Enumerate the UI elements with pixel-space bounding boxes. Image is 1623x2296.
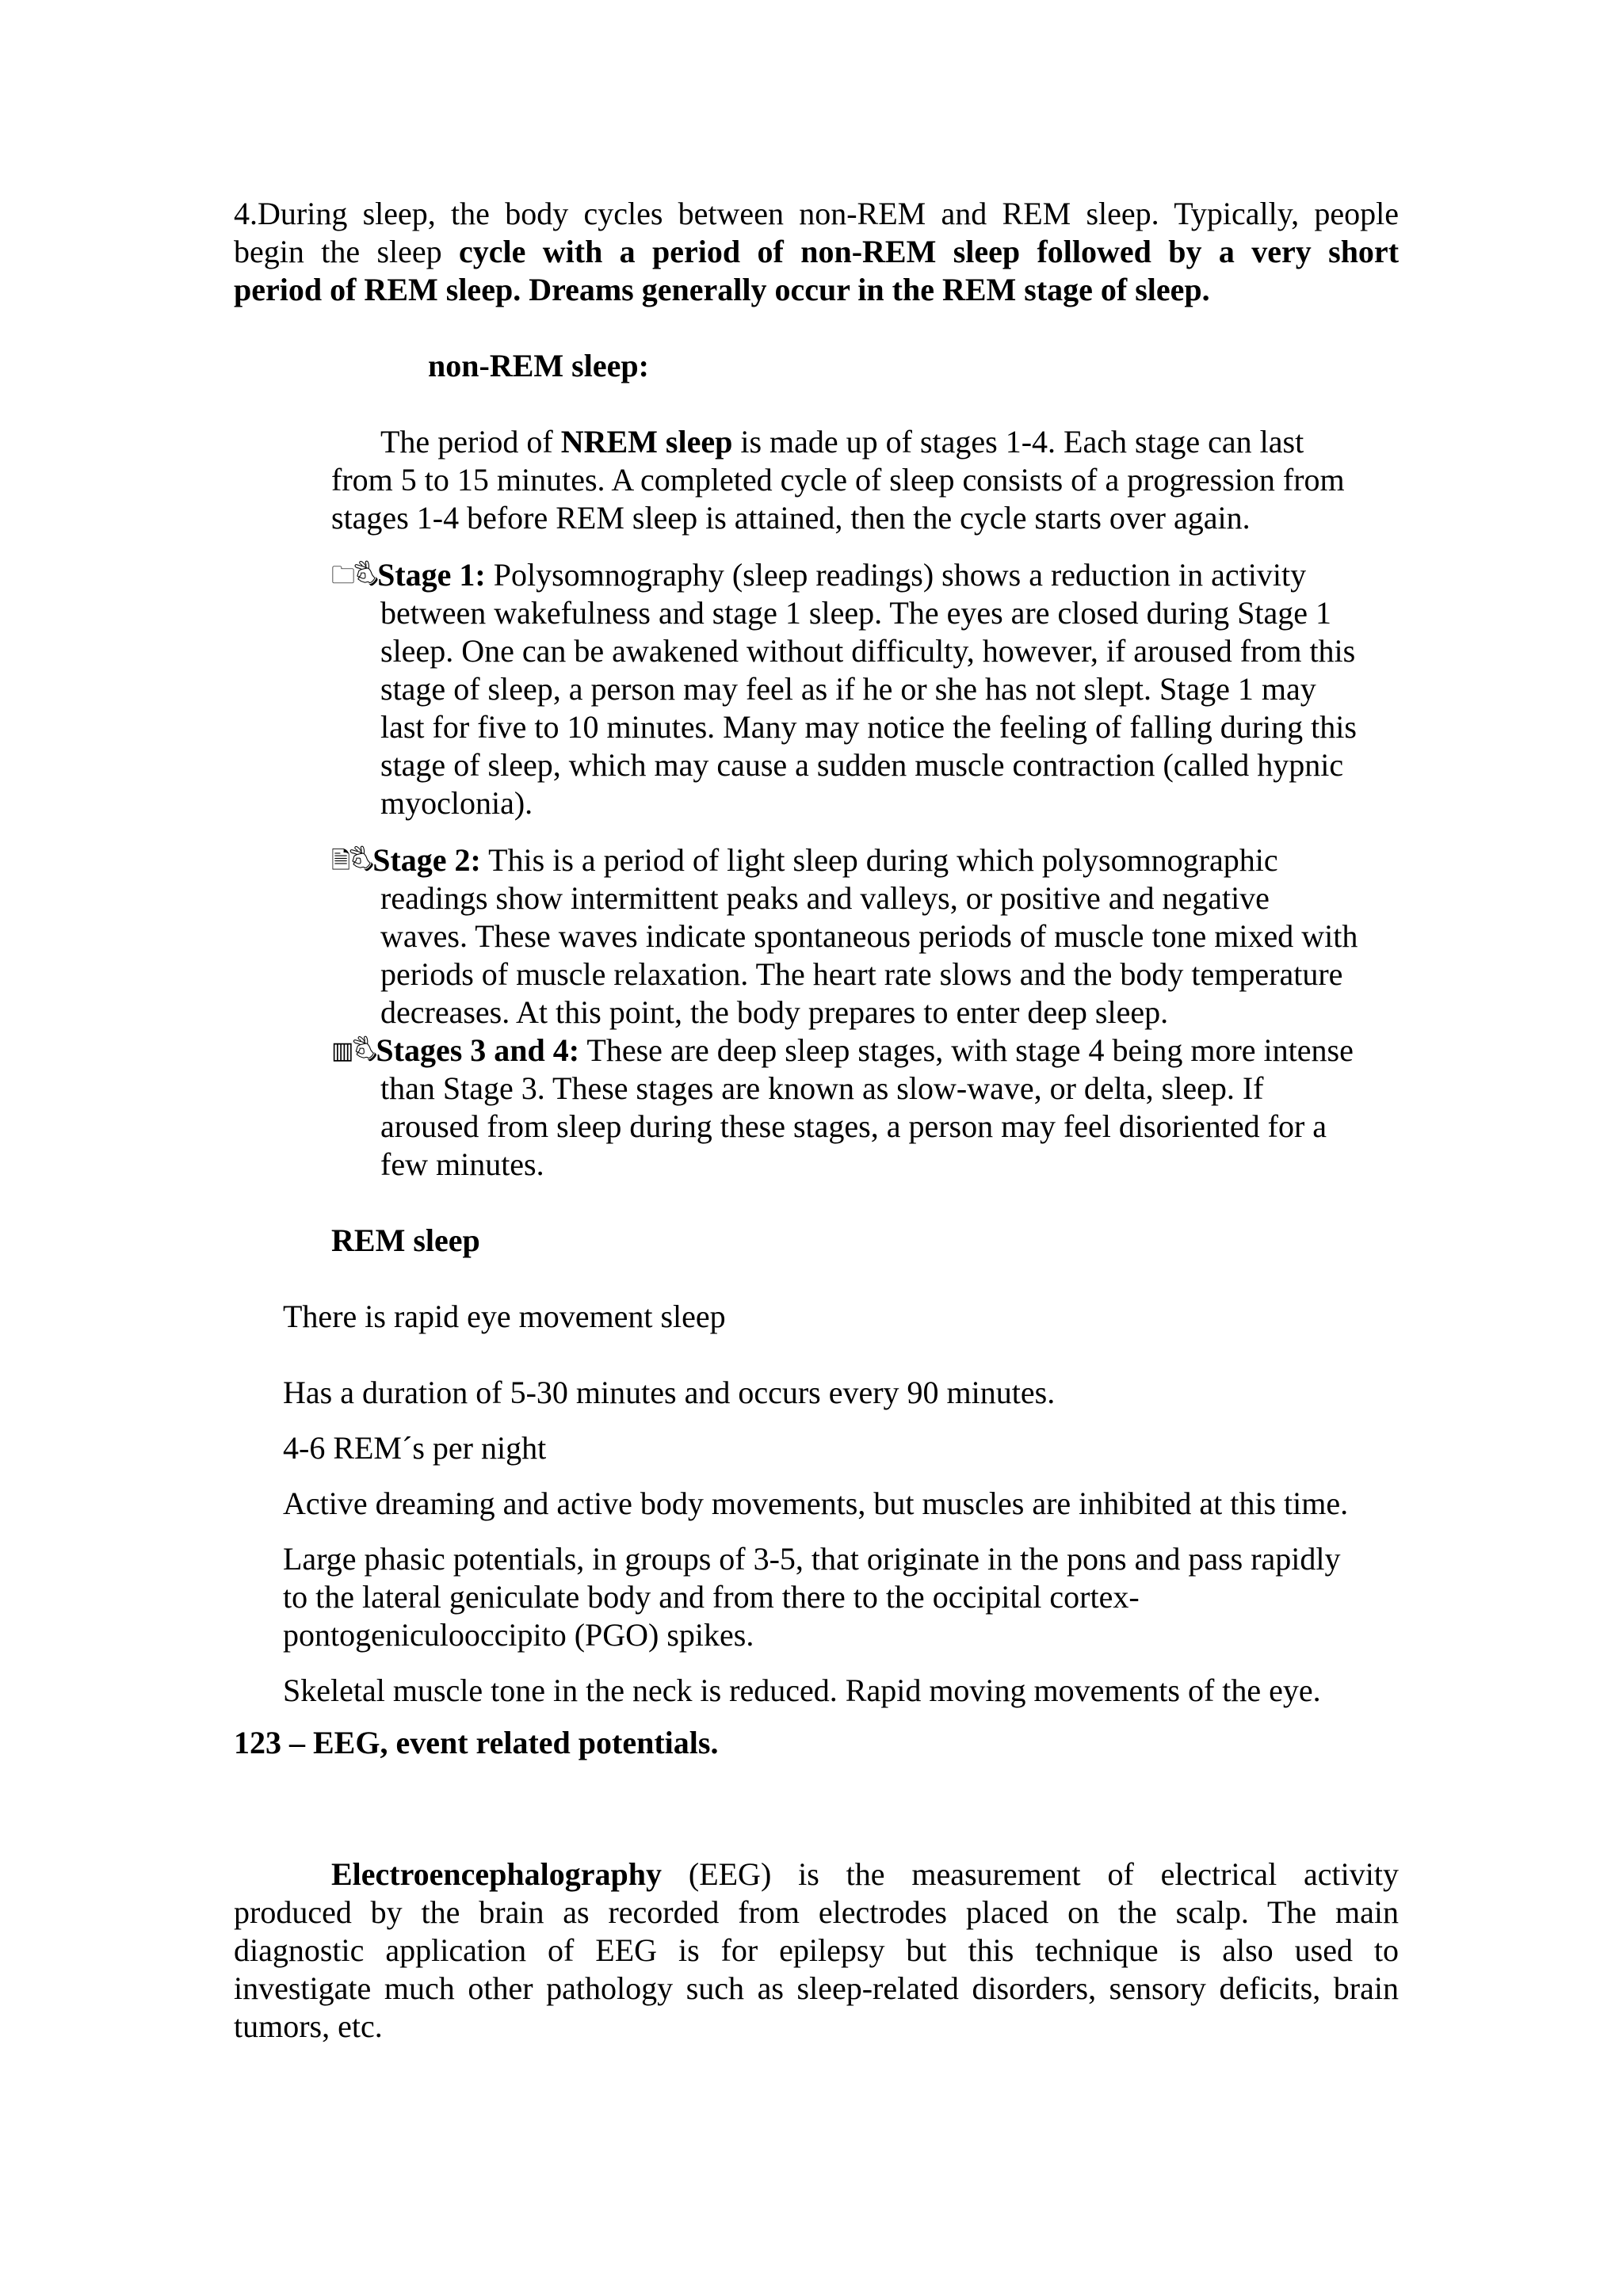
eeg-para-line-2: produced by the brain as recorded from electrodes placed on the scalp. The main [234, 1894, 1399, 1930]
rem-item-4: Active dreaming and active body movements, but muscles are inhibited at this time. [283, 1486, 1349, 1521]
section-123-heading: 123 – EEG, event related potentials. [234, 1725, 719, 1760]
intro-line-2-plain: begin the sleep [234, 234, 460, 269]
nrem-heading: non-REM sleep: [428, 348, 649, 383]
stage-3-4-line-2: than Stage 3. These stages are known as slow-wave, or delta, sleep. If [380, 1070, 1264, 1106]
eeg-para-line-5: tumors, etc. [234, 2008, 383, 2044]
grid-pointing-hand-icon: ▥🖏 [331, 1037, 376, 1065]
rem-item-5-line-2: to the lateral geniculate body and from there to the occipital cortex- [283, 1579, 1140, 1615]
stage-1-line-3: sleep. One can be awakened without difficulty, however, if aroused from this [380, 633, 1356, 669]
eeg-para-line-3: diagnostic application of EEG is for epilepsy but this technique is also used to [234, 1932, 1399, 1968]
stage-1-line-2: between wakefulness and stage 1 sleep. The eyes are closed during Stage 1 [380, 595, 1331, 631]
rem-heading: REM sleep [331, 1222, 480, 1258]
stage-1-text-1: Polysomnography (sleep readings) shows a reduction in activity [485, 557, 1307, 593]
stage-1-line-1 [331, 556, 1306, 595]
stage-2-line-4: periods of muscle relaxation. The heart rate slows and the body temperature [380, 956, 1343, 992]
eeg-para-bold: Electroencephalography [331, 1856, 663, 1892]
stage-3-4-line-1 [331, 1032, 1354, 1070]
intro-line-3 [234, 271, 1210, 309]
folder-pointing-hand-icon: 🗀🖏 [331, 562, 378, 589]
rem-item-3: 4-6 REM´s per night [283, 1430, 547, 1466]
stage-1-line-4: stage of sleep, a person may feel as if he or she has not slept. Stage 1 may [380, 671, 1316, 707]
stage-3-4-line-3: aroused from sleep during these stages, a person may feel disoriented for a [380, 1108, 1327, 1144]
eeg-para-line-1-post: (EEG) is the measurement of electrical activity [662, 1856, 1399, 1892]
intro-line-1: 4.During sleep, the body cycles between non-REM and REM sleep. Typically, people [234, 196, 1399, 231]
intro-line-3-bold: period of REM sleep. Dreams generally occur in the REM stage of sleep. [234, 272, 1210, 307]
stage-1-line-5: last for five to 10 minutes. Many may notice the feeling of falling during this [380, 709, 1357, 745]
document-pointing-hand-icon: 🗎🖏 [331, 847, 373, 875]
eeg-para-line-4: investigate much other pathology such as sleep-related disorders, sensory deficits, brain [234, 1970, 1399, 2006]
rem-item-5-line-3: pontogeniculooccipito (PGO) spikes. [283, 1617, 754, 1653]
nrem-para-line-2: from 5 to 15 minutes. A completed cycle of sleep consists of a progression from [331, 462, 1345, 498]
rem-item-5-line-1: Large phasic potentials, in groups of 3-5, that originate in the pons and pass rapidly [283, 1541, 1341, 1577]
intro-line-2-bold: cycle with a period of non-REM sleep followed by a very short [459, 234, 1400, 269]
rem-item-6: Skeletal muscle tone in the neck is reduced. Rapid moving movements of the eye. [283, 1672, 1321, 1708]
nrem-para-line-3: stages 1-4 before REM sleep is attained, then the cycle starts over again. [331, 500, 1251, 536]
nrem-para-line-1 [380, 423, 1304, 461]
stage-3-4-line-4: few minutes. [380, 1146, 544, 1182]
rem-item-1: There is rapid eye movement sleep [283, 1299, 726, 1334]
nrem-para-pre: The period of [380, 424, 561, 460]
stage-3-4-text-1: These are deep sleep stages, with stage 4 being more intense [579, 1032, 1354, 1068]
stage-2-label: Stage 2: [372, 842, 481, 878]
rem-item-2: Has a duration of 5-30 minutes and occurs every 90 minutes. [283, 1375, 1056, 1410]
intro-line-2 [234, 233, 1399, 271]
stage-2-line-2: readings show intermittent peaks and valleys, or positive and negative [380, 880, 1270, 916]
stage-3-4-label: Stages 3 and 4: [376, 1032, 580, 1068]
stage-2-line-3: waves. These waves indicate spontaneous periods of muscle tone mixed with [380, 918, 1358, 954]
stage-1-line-7: myoclonia). [380, 785, 533, 821]
nrem-para-line-1-post: is made up of stages 1-4. Each stage can last [732, 424, 1304, 460]
stage-2-text-1: This is a period of light sleep during which polysomnographic [480, 842, 1278, 878]
stage-1-line-6: stage of sleep, which may cause a sudden muscle contraction (called hypnic [380, 747, 1344, 783]
eeg-para-line-1 [331, 1855, 1399, 1894]
stage-1-label: Stage 1: [377, 557, 486, 593]
nrem-para-bold: NREM sleep [560, 424, 733, 460]
stage-2-line-1 [331, 841, 1278, 880]
stage-2-line-5: decreases. At this point, the body prepares to enter deep sleep. [380, 994, 1169, 1030]
